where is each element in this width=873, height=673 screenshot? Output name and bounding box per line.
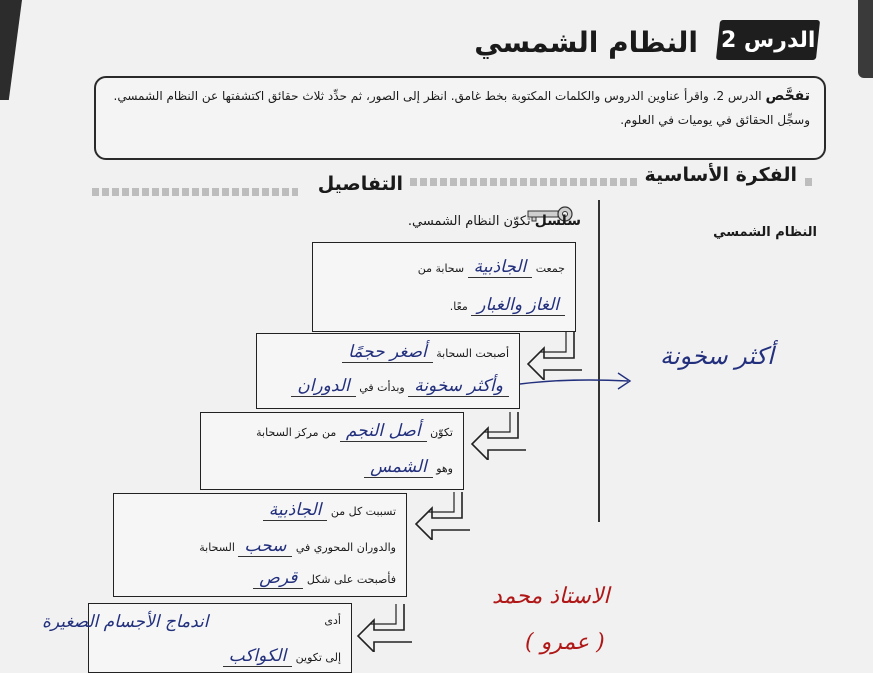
divider-dots bbox=[410, 178, 630, 186]
lesson-title: النظام الشمسي bbox=[474, 26, 698, 59]
main-idea-handwritten-note: أكثر سخونة bbox=[660, 342, 774, 370]
divider-dots bbox=[92, 188, 298, 196]
answer-handwriting: قرص bbox=[253, 568, 303, 589]
answer-handwriting: سحب bbox=[238, 536, 292, 557]
answer-handwriting: الغاز والغبار bbox=[471, 295, 565, 316]
sequence-prompt: سلسل تكوّن النظام الشمسي. bbox=[407, 213, 581, 229]
teacher-handwritten-name: الاستاذ محمد bbox=[492, 584, 610, 609]
hand-arrow-icon bbox=[518, 370, 633, 392]
sequence-step-2: أصبحت السحابة أصغر حجمًا وأكثر سخونة وبدأت في الدوران bbox=[256, 333, 520, 409]
answer-handwriting: أصل النجم bbox=[340, 421, 427, 442]
sequence-step-1: جمعت الجاذبية سحابة من الغاز والغبار معًا. bbox=[312, 242, 576, 332]
answer-handwriting: أصغر حجمًا bbox=[342, 342, 433, 363]
window-tab-edge bbox=[858, 0, 873, 78]
step-arrow-icon bbox=[356, 602, 412, 652]
sequence-step-4: تسببت كل من الجاذبية والدوران المحوري في سحب السحابة فأصبحت على شكل قرص bbox=[113, 493, 407, 597]
step-arrow-icon bbox=[414, 490, 470, 540]
answer-handwriting: الشمس bbox=[364, 457, 433, 478]
lesson-badge: الدرس 2 bbox=[716, 20, 820, 60]
main-idea-heading: الفكرة الأساسية bbox=[644, 164, 797, 186]
sequence-step-3: تكوّن أصل النجم من مركز السحابة وهو الشمس bbox=[200, 412, 464, 490]
teacher-handwritten-sub: ( عمرو ) bbox=[525, 630, 605, 655]
instructions-text: الدرس 2. واقرأ عناوين الدروس والكلمات المكتوبة بخط غامق. انظر إلى الصور، ثم حدِّد ثلاث حقائق اكتشفتها عن النظام الشمسي. وسجِّل الحقائق في يوميات في العلوم. bbox=[113, 89, 810, 127]
step-arrow-icon bbox=[470, 410, 526, 460]
answer-handwriting: الجاذبية bbox=[468, 257, 533, 278]
answer-handwriting: الدوران bbox=[291, 376, 355, 397]
answer-handwriting: الكواكب bbox=[223, 646, 293, 667]
instructions-box bbox=[94, 76, 826, 160]
main-idea-label: النظام الشمسي bbox=[713, 225, 817, 240]
answer-handwriting: الجاذبية bbox=[263, 500, 328, 521]
details-heading: التفاصيل bbox=[317, 173, 403, 195]
page-edge-shadow bbox=[0, 0, 22, 100]
instructions-lead: تفحَّص bbox=[765, 88, 810, 104]
sequence-step-5: أدى إلى تكوين الكواكب bbox=[88, 603, 352, 673]
column-divider bbox=[598, 200, 600, 522]
divider-dots bbox=[805, 178, 815, 186]
answer-handwriting: وأكثر سخونة bbox=[408, 376, 509, 397]
answer-handwriting: اندماج الأجسام الصغيرة bbox=[42, 612, 209, 632]
